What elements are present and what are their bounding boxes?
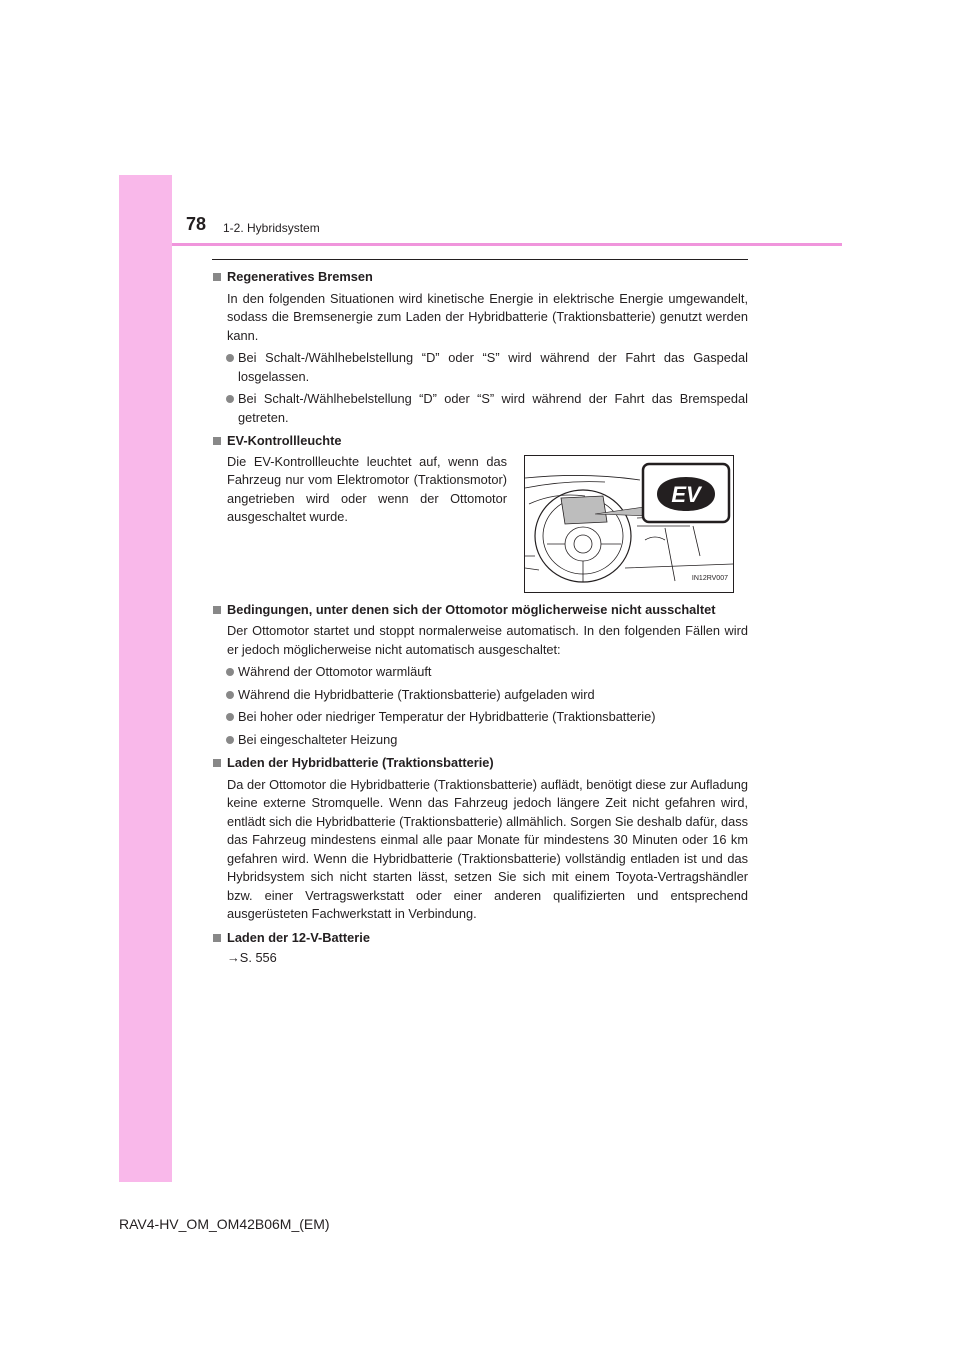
section-hybrid-battery-charging bbox=[212, 754, 748, 924]
square-bullet-icon bbox=[213, 437, 221, 445]
figure-caption: IN12RV007 bbox=[691, 575, 728, 582]
sidebar-tab bbox=[119, 175, 172, 1182]
heading-text: Regeneratives Bremsen bbox=[227, 269, 373, 284]
round-bullet-icon bbox=[226, 736, 234, 744]
section-body: Da der Ottomotor die Hybridbatterie (Traktionsbatterie) auflädt, benötigt diese zur Aufladung keine externe Stromquelle. Wenn das Fahrzeug jedoch längere Zeit nicht gefahren wird, entlädt sich die Hybridbatterie (Traktionsbatterie) allmählich. Sorgen Sie deshalb dafür, dass das Fahrzeug mindestens einmal alle paar Monate für mindestens 30 Minuten oder 16 km gefahren wird. Wenn die Hybridbatterie (Traktionsbatterie) vollständig entladen ist und das Hybridsystem sich nicht starten lässt, setzen Sie sich mit einem Toyota-Vertragshändler bzw. einer Vertragswerkstatt oder einer anderen qualifizierten und entsprechend ausgerüsteten Fachwerkstatt in Verbindung. bbox=[227, 776, 748, 921]
section-heading bbox=[212, 601, 748, 620]
section-heading bbox=[212, 929, 748, 948]
ev-label-text: EV bbox=[671, 481, 701, 507]
list-item-text: Während der Ottomotor warmläuft bbox=[238, 664, 432, 679]
section-body: Der Ottomotor startet und stoppt normalerweise automatisch. In den folgenden Fällen wird er jedoch möglicherweise nicht automatisch ausgeschaltet: bbox=[227, 623, 748, 657]
list-item bbox=[212, 663, 748, 682]
footer-doc-code: RAV4-HV_OM_OM42B06M_(EM) bbox=[119, 1216, 330, 1232]
header-rule bbox=[172, 243, 842, 246]
round-bullet-icon bbox=[226, 395, 234, 403]
section-heading bbox=[212, 432, 748, 451]
ev-indicator-illustration bbox=[524, 455, 734, 593]
page-reference-link[interactable]: →S. 556 bbox=[227, 950, 277, 965]
section-ev-indicator bbox=[212, 432, 748, 596]
section-title: 1-2. Hybridsystem bbox=[223, 221, 320, 235]
list-item bbox=[212, 349, 748, 386]
page-number: 78 bbox=[186, 214, 207, 234]
section-heading bbox=[212, 754, 748, 773]
square-bullet-icon bbox=[213, 273, 221, 281]
list-item bbox=[212, 731, 748, 750]
list-item-text: Während die Hybridbatterie (Traktionsbatterie) aufgeladen wird bbox=[238, 686, 595, 702]
list-item bbox=[212, 390, 748, 427]
heading-text: Laden der Hybridbatterie (Traktionsbatterie) bbox=[227, 755, 494, 770]
heading-text: Bedingungen, unter denen sich der Ottomotor möglicherweise nicht ausschaltet bbox=[227, 601, 716, 617]
list-item-text: Bei hoher oder niedriger Temperatur der Hybridbatterie (Traktionsbatterie) bbox=[238, 709, 656, 724]
list-item-text: Bei Schalt-/Wählhebelstellung “D” oder “S” wird während der Fahrt das Gaspedal losgelassen. bbox=[238, 350, 748, 384]
heading-text: EV-Kontrollleuchte bbox=[227, 433, 342, 448]
section-body: Die EV-Kontrollleuchte leuchtet auf, wenn das Fahrzeug nur vom Elektromotor (Traktionsmotor) angetrieben wird oder wenn der Ottomotor ausgeschaltet wurde. bbox=[227, 453, 507, 524]
list-item bbox=[212, 708, 748, 727]
section-engine-not-stopping bbox=[212, 601, 748, 750]
section-12v-battery-charging bbox=[212, 929, 748, 968]
list-item-text: Bei eingeschalteter Heizung bbox=[238, 731, 398, 747]
round-bullet-icon bbox=[226, 354, 234, 362]
ev-row bbox=[212, 453, 748, 596]
square-bullet-icon bbox=[213, 934, 221, 942]
square-bullet-icon bbox=[213, 606, 221, 614]
section-regenerative-braking bbox=[212, 268, 748, 427]
section-heading bbox=[212, 268, 748, 287]
round-bullet-icon bbox=[226, 713, 234, 721]
heading-text: Laden der 12-V-Batterie bbox=[227, 929, 370, 945]
content-top-rule bbox=[212, 259, 748, 260]
round-bullet-icon bbox=[226, 691, 234, 699]
square-bullet-icon bbox=[213, 759, 221, 767]
list-item bbox=[212, 686, 748, 705]
page-content bbox=[212, 268, 748, 968]
section-body: In den folgenden Situationen wird kinetische Energie in elektrische Energie umgewandelt, sodass die Bremsenergie zum Laden der Hybridbatterie (Traktionsbatterie) genutzt werden kann. bbox=[227, 290, 748, 343]
round-bullet-icon bbox=[226, 668, 234, 676]
list-item-text: Bei Schalt-/Wählhebelstellung “D” oder “S” wird während der Fahrt das Bremspedal getreten. bbox=[238, 391, 748, 425]
